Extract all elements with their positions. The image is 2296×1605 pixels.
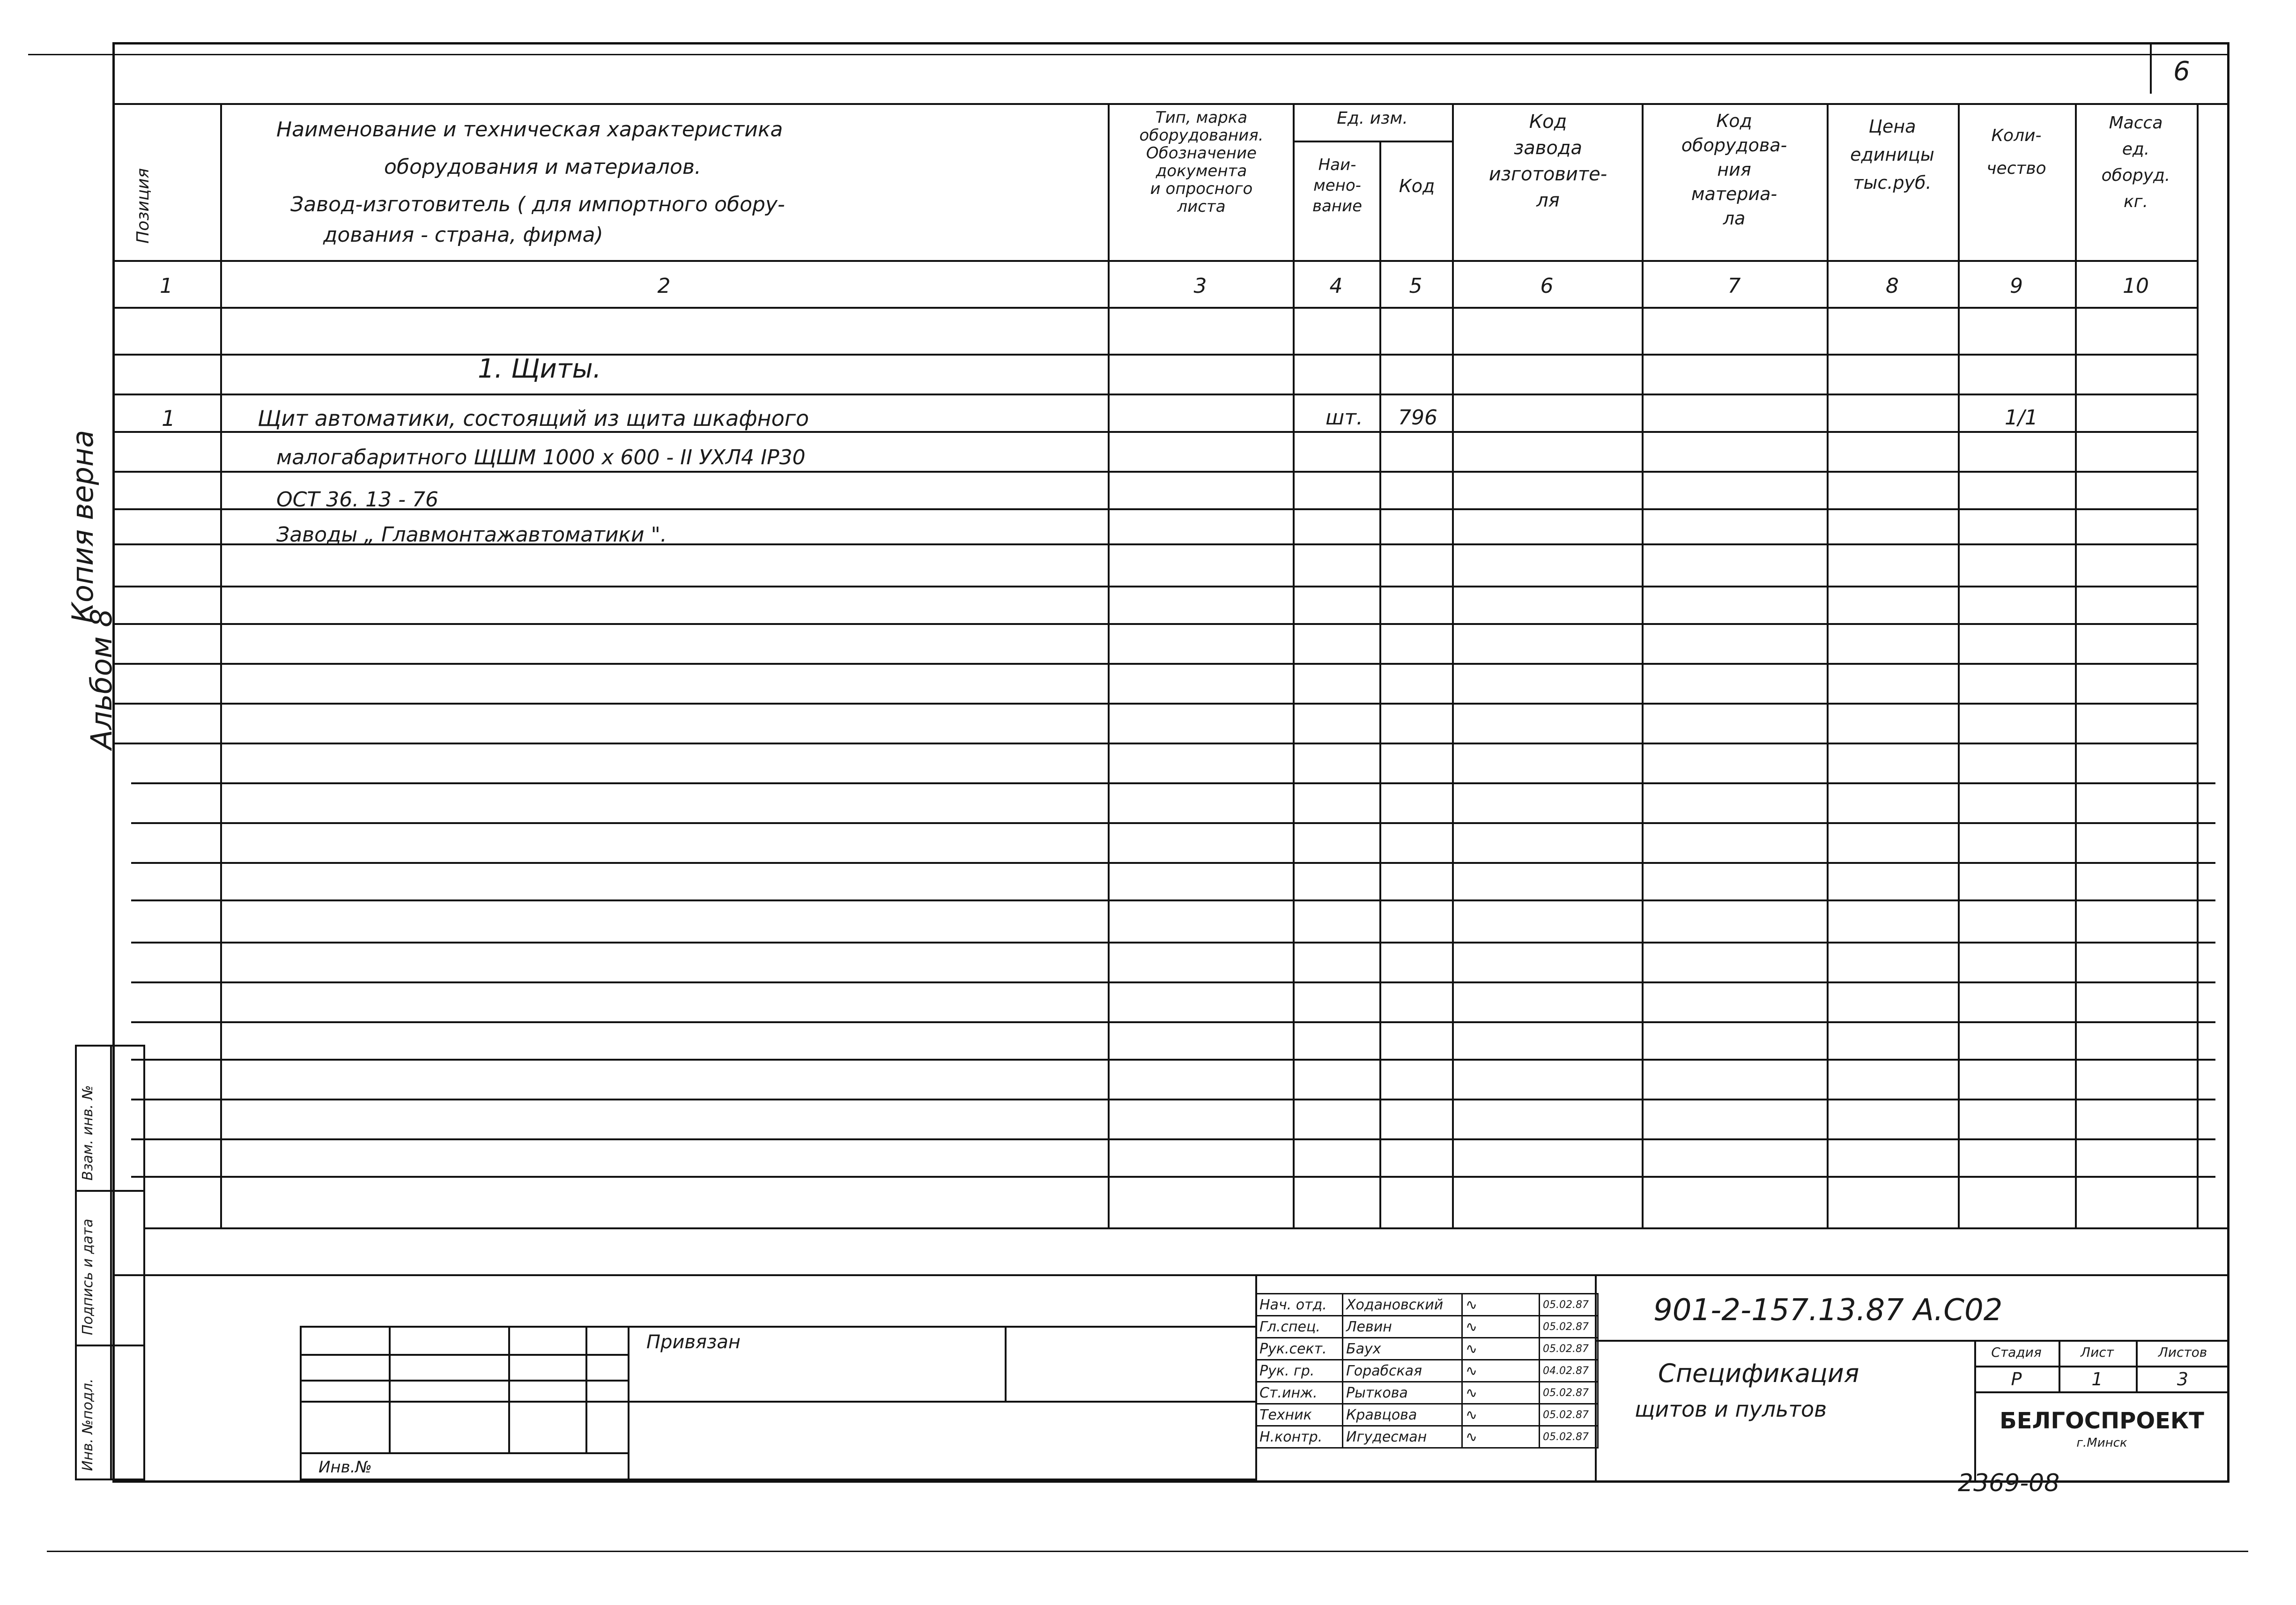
binding-col-5 <box>1005 1326 1007 1401</box>
scan-edge-bottom <box>47 1551 2248 1552</box>
signature-mark <box>1462 1316 1540 1338</box>
col-line-5 <box>1452 103 1454 1227</box>
signature-row <box>1256 1426 1598 1448</box>
binding-row-4 <box>300 1452 628 1454</box>
drawing-frame <box>112 42 2229 1483</box>
signature-mark <box>1462 1294 1540 1316</box>
table-row-line <box>131 1099 2215 1100</box>
doc-title-line2: щитов и пультов <box>1635 1397 1827 1422</box>
header-col7: Код оборудова- ния материа- ла <box>1681 111 1787 229</box>
stage-value: Р <box>2011 1369 2022 1390</box>
signature-date: 05.02.87 <box>1540 1338 1598 1360</box>
header-col1: Позиция <box>133 168 153 244</box>
side-album: Альбом 8 <box>84 609 119 750</box>
table-row-line <box>112 354 2197 356</box>
table-row-line <box>131 1021 2215 1023</box>
header-col9: Коли- чество <box>1986 126 2046 178</box>
table-row-line <box>131 942 2215 944</box>
colnum-4: 4 <box>1329 274 1343 298</box>
signature-row <box>1256 1382 1598 1404</box>
header-col8: Цена единицы тыс.руб. <box>1850 116 1934 193</box>
col-line-10 <box>2197 103 2199 1227</box>
sheets-value: 3 <box>2177 1369 2189 1390</box>
header-col2-line1: Наименование и техническая характеристика <box>276 118 783 141</box>
row-1-pos: 1 <box>162 406 176 431</box>
doc-code: 901-2-157.13.87 А.С02 <box>1653 1293 2003 1328</box>
signature-mark <box>1462 1426 1540 1448</box>
colnum-5: 5 <box>1409 274 1422 298</box>
signature-mark <box>1462 1338 1540 1360</box>
handwritten-signature-icon: ∿ <box>1466 1340 1478 1357</box>
row-3-name: ОСТ 36. 13 - 76 <box>276 488 439 512</box>
handwritten-signature-icon: ∿ <box>1466 1362 1478 1379</box>
header-col10: Масса ед. оборуд. кг. <box>2101 113 2170 211</box>
signature-date: 04.02.87 <box>1540 1360 1598 1382</box>
header-col4: Наи- мено- вание <box>1312 156 1363 215</box>
side-copy-certified: Копия верна <box>66 430 100 623</box>
col-line-6 <box>1642 103 1644 1227</box>
table-row-line <box>112 703 2197 705</box>
header-col3: Тип, марка оборудования. Обозначение документа и опросного листа <box>1139 108 1264 216</box>
header-bottom-line <box>112 260 2197 262</box>
titleblock-top-line <box>112 1274 2229 1276</box>
table-row-line <box>131 862 2215 864</box>
col-line-2 <box>1108 103 1110 1227</box>
col-line-1 <box>220 103 222 1227</box>
binding-block <box>300 1326 1255 1480</box>
table-row-line <box>112 663 2197 665</box>
binding-col-2 <box>508 1326 510 1452</box>
signature-role: Ст.инж. <box>1256 1382 1343 1404</box>
signature-date: 05.02.87 <box>1540 1404 1598 1426</box>
col-line-9 <box>2075 103 2077 1227</box>
table-row-line <box>131 1176 2215 1178</box>
handwritten-signature-icon: ∿ <box>1466 1384 1478 1401</box>
signature-role: Рук. гр. <box>1256 1360 1343 1382</box>
signatures-table <box>1255 1293 1599 1449</box>
handwritten-signature-icon: ∿ <box>1466 1318 1478 1335</box>
colnum-8: 8 <box>1886 274 1899 298</box>
header-col2-line2: оборудования и материалов. <box>384 155 701 179</box>
binding-vdivider <box>110 1045 112 1480</box>
row-4-name: Заводы „ Главмонтажавтоматики ". <box>276 523 667 547</box>
stage-values-line <box>1974 1391 2229 1393</box>
signature-name: Игудесман <box>1343 1426 1462 1448</box>
archive-number: 2369-08 <box>1958 1469 2060 1497</box>
sheet-value: 1 <box>2091 1369 2103 1390</box>
handwritten-signature-icon: ∿ <box>1466 1406 1478 1423</box>
table-row-line <box>131 981 2215 983</box>
binding-col-4 <box>628 1326 630 1480</box>
header-unit-group: Ед. изм. <box>1337 109 1408 128</box>
table-row-line <box>131 1059 2215 1061</box>
row-1-unit: шт. <box>1326 406 1363 430</box>
org-city: г.Минск <box>2076 1436 2127 1450</box>
signature-name: Кравцова <box>1343 1404 1462 1426</box>
signature-role: Рук.сект. <box>1256 1338 1343 1360</box>
row-1-name: Щит автоматики, состоящий из щита шкафного <box>258 406 809 431</box>
binding-col-3 <box>585 1326 587 1452</box>
col-line-7 <box>1827 103 1829 1227</box>
table-row-line <box>112 431 2197 433</box>
signature-date: 05.02.87 <box>1540 1426 1598 1448</box>
section-title: 1. Щиты. <box>478 354 601 384</box>
signature-name: Левин <box>1343 1316 1462 1338</box>
signature-role: Нач. отд. <box>1256 1294 1343 1316</box>
header-col2-line3: Завод-изготовитель ( для импортного обору- <box>290 193 785 216</box>
signature-date: 05.02.87 <box>1540 1294 1598 1316</box>
colnum-2: 2 <box>657 274 671 298</box>
signature-name: Рыткова <box>1343 1382 1462 1404</box>
binding-row-2 <box>300 1380 628 1382</box>
signature-row <box>1256 1316 1598 1338</box>
table-row-line <box>112 586 2197 587</box>
table-row-line <box>131 822 2215 824</box>
binding-col-1 <box>389 1326 391 1452</box>
signature-name: Баух <box>1343 1338 1462 1360</box>
table-row-line <box>131 1138 2215 1140</box>
org-name: БЕЛГОСПРОЕКТ <box>2000 1408 2204 1434</box>
stage-label: Стадия <box>1991 1345 2042 1360</box>
signature-name: Ходановский <box>1343 1294 1462 1316</box>
signature-role: Н.контр. <box>1256 1426 1343 1448</box>
signature-row <box>1256 1294 1598 1316</box>
signature-date: 05.02.87 <box>1540 1316 1598 1338</box>
inv-no-label: Инв.№ <box>318 1458 372 1477</box>
table-row-line <box>112 471 2197 473</box>
signature-row <box>1256 1338 1598 1360</box>
table-bottom-line <box>145 1227 2229 1229</box>
colnum-7: 7 <box>1727 274 1741 298</box>
colnum-1: 1 <box>160 274 173 298</box>
signature-row <box>1256 1404 1598 1426</box>
doc-title-line1: Спецификация <box>1658 1359 1859 1388</box>
table-row-line <box>131 899 2215 901</box>
header-col5: Код <box>1399 176 1435 196</box>
binding-row-1 <box>300 1354 628 1356</box>
signature-role: Гл.спец. <box>1256 1316 1343 1338</box>
col-line-4 <box>1379 141 1381 1227</box>
colnum-10: 10 <box>2123 274 2149 298</box>
header-col6: Код завода изготовите- ля <box>1489 111 1607 211</box>
row-1-code: 796 <box>1398 406 1437 430</box>
row-1-qty: 1/1 <box>2005 406 2038 430</box>
binding-inv-no-podl: Инв. №подл. <box>80 1378 96 1471</box>
signature-mark <box>1462 1404 1540 1426</box>
stage-labels-line <box>1974 1366 2229 1367</box>
signature-row <box>1256 1360 1598 1382</box>
row-2-name: малогабаритного ЩШМ 1000 х 600 - II УХЛ4 IP30 <box>276 446 806 469</box>
handwritten-signature-icon: ∿ <box>1466 1296 1478 1313</box>
signature-mark <box>1462 1382 1540 1404</box>
binding-vzam-inv: Взам. инв. № <box>80 1085 96 1181</box>
page-number: 6 <box>2173 56 2190 87</box>
unit-group-divider <box>1293 141 1452 142</box>
signature-role: Техник <box>1256 1404 1343 1426</box>
handwritten-signature-icon: ∿ <box>1466 1428 1478 1445</box>
binding-row-3 <box>300 1401 1255 1403</box>
sheets-label: Листов <box>2158 1345 2207 1360</box>
colnum-3: 3 <box>1193 274 1207 298</box>
column-number-line <box>112 307 2197 309</box>
col-line-8 <box>1958 103 1960 1227</box>
colnum-9: 9 <box>2010 274 2023 298</box>
table-row-line <box>112 623 2197 625</box>
signature-date: 05.02.87 <box>1540 1382 1598 1404</box>
table-row-line <box>112 394 2197 395</box>
table-row-line <box>112 743 2197 744</box>
header-col2-line4: дования - страна, фирма) <box>323 223 603 247</box>
titleblock-code-line <box>1595 1340 2229 1342</box>
signature-mark <box>1462 1360 1540 1382</box>
sheet-label: Лист <box>2081 1345 2114 1360</box>
col-line-3 <box>1293 103 1295 1227</box>
privyazan-label: Привязан <box>646 1331 741 1353</box>
colnum-6: 6 <box>1540 274 1554 298</box>
signature-name: Горабская <box>1343 1360 1462 1382</box>
binding-signature-date: Подпись и дата <box>80 1219 96 1335</box>
table-row-line <box>131 782 2215 784</box>
table-top-line <box>112 103 2229 105</box>
